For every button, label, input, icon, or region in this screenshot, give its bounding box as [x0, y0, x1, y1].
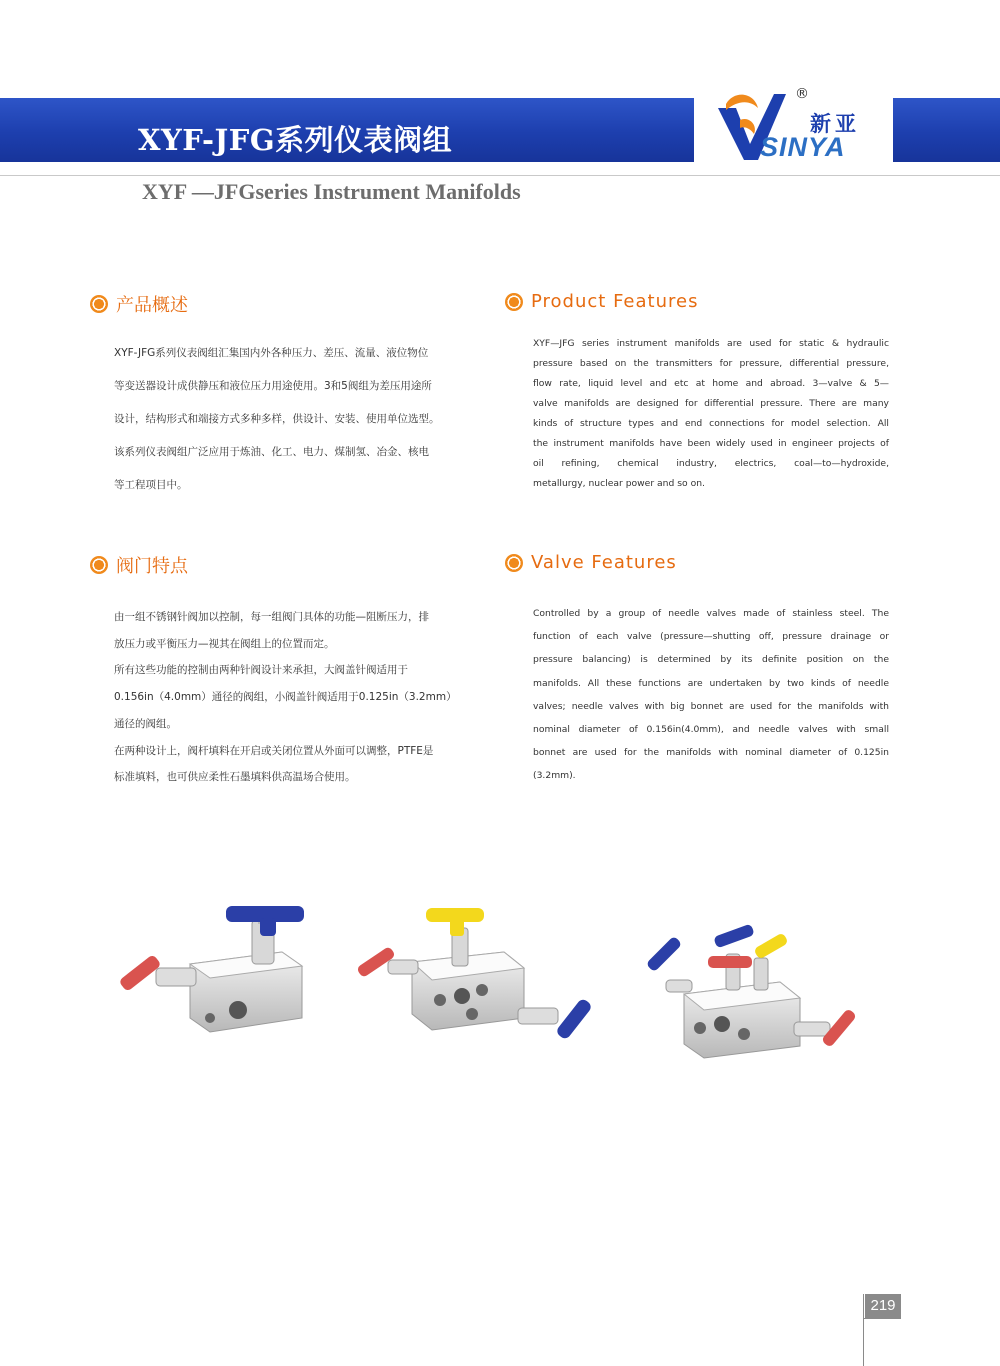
- text-line: 0.156in（4.0mm）通径的阀组，小阀盖针阀适用于0.125in（3.2mm）: [114, 691, 457, 704]
- text-line: oil refining, chemical industry, electrics, coal—to—hydroxide,: [533, 458, 889, 469]
- page-title-en: XYF —JFGseries Instrument Manifolds: [142, 179, 521, 204]
- text-line: function of each valve (pressure—shutting off, pressure drainage or: [533, 631, 889, 643]
- page-number-underline: [863, 1318, 901, 1319]
- valve-features-cn-text: [114, 604, 457, 791]
- text-line: flow rate, liquid level and etc at home and abroad. 3—valve & 5—: [533, 378, 889, 389]
- header-band-right: [893, 98, 1000, 162]
- bullet-icon: [505, 554, 523, 572]
- bullet-icon: [90, 556, 108, 574]
- text-line: nominal diameter of 0.156in(4.0mm), and needle valves with small: [533, 724, 889, 736]
- text-line: 该系列仪表阀组广泛应用于炼油、化工、电力、煤制氢、冶金、核电: [114, 446, 429, 458]
- text-line: 等变送器设计成供静压和液位压力用途使用。3和5阀组为差压用途所: [114, 380, 432, 392]
- page-number-rule: [863, 1294, 864, 1366]
- five-valve-manifold-image: [640, 918, 862, 1064]
- section-heading-product-overview-cn: 产品概述: [90, 291, 188, 317]
- text-line: 由一组不锈钢针阀加以控制，每一组阀门具体的功能—阻断压力，排: [114, 611, 429, 623]
- text-line: XYF—JFG series instrument manifolds are used for static & hydraulic: [533, 338, 889, 349]
- text-line: bonnet are used for the manifolds with nominal diameter of 0.125in: [533, 747, 889, 759]
- text-line: kinds of structure types and end connections for model selection. All: [533, 418, 889, 429]
- text-line: (3.2mm).: [533, 770, 576, 782]
- two-valve-manifold-image: [112, 890, 312, 1040]
- section-heading-product-features-en: Product Features: [505, 291, 698, 312]
- product-features-en-text: [533, 334, 889, 494]
- section-heading-valve-features-cn: 阀门特点: [90, 552, 188, 578]
- header-divider: [0, 175, 1000, 176]
- text-line: valve manifolds are designed for differential pressure. There are many: [533, 398, 889, 409]
- text-line: 通径的阀组。: [114, 717, 177, 730]
- logo-text-cn: 新亚: [810, 112, 860, 136]
- bullet-icon: [505, 293, 523, 311]
- text-line: 所有这些功能的控制由两种针阀设计来承担，大阀盖针阀适用于: [114, 664, 408, 677]
- three-valve-manifold-image: [352, 900, 602, 1060]
- text-line: 放压力或平衡压力—视其在阀组上的位置而定。: [114, 637, 335, 650]
- text-line: 等工程项目中。: [114, 479, 188, 491]
- text-line: pressure balancing) is determined by its definite position on the: [533, 654, 889, 666]
- text-line: 标准填料，也可供应柔性石墨填料供高温场合使用。: [114, 771, 356, 784]
- product-overview-cn-text: [114, 337, 440, 502]
- text-line: pressure based on the transmitters for pressure, differential pressure,: [533, 358, 889, 369]
- bullet-icon: [90, 295, 108, 313]
- text-line: manifolds. All these functions are undertaken by two kinds of needle: [533, 677, 889, 689]
- text-line: metallurgy, nuclear power and so on.: [533, 478, 705, 489]
- registered-mark: ®: [795, 86, 809, 102]
- page-title-cn: XYF-JFG系列仪表阀组: [138, 123, 453, 157]
- text-line: 在两种设计上，阀杆填料在开启或关闭位置从外面可以调整，PTFE是: [114, 744, 434, 757]
- valve-features-en-text: [533, 602, 889, 788]
- text-line: the instrument manifolds have been widely used in engineer projects of: [533, 438, 889, 449]
- page-number: 219: [865, 1294, 901, 1318]
- text-line: 设计，结构形式和端接方式多种多样，供设计、安装、使用单位选型。: [114, 413, 440, 425]
- logo-text-en: SINYA: [760, 132, 846, 162]
- text-line: Controlled by a group of needle valves made of stainless steel. The: [533, 608, 889, 619]
- text-line: valves; needle valves with big bonnet are used for the manifolds with: [533, 700, 889, 712]
- text-line: XYF-JFG系列仪表阀组汇集国内外各种压力、差压、流量、液位物位: [114, 347, 429, 359]
- section-heading-valve-features-en: Valve Features: [505, 552, 677, 573]
